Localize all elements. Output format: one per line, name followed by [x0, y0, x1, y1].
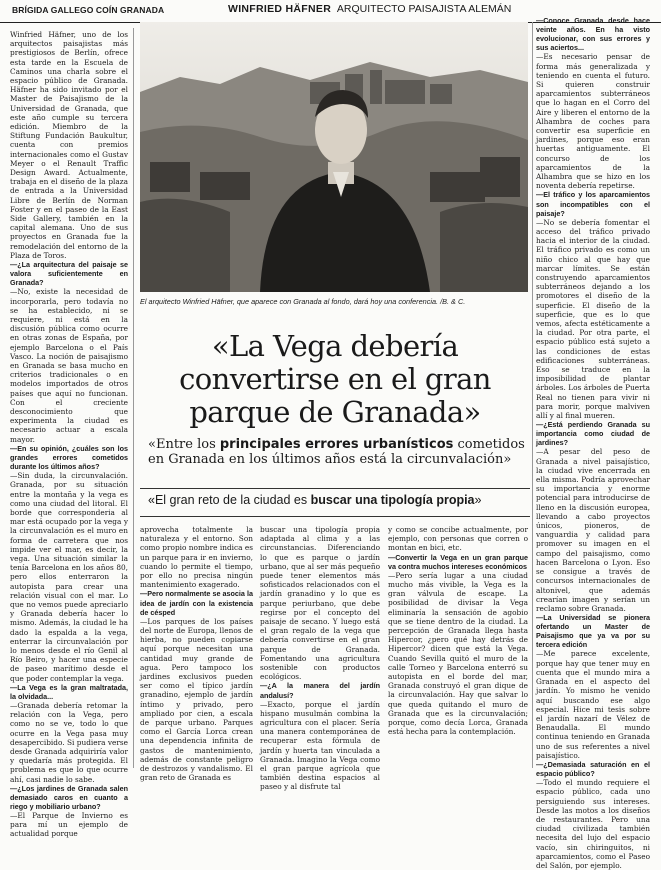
- interview-question: —¿La arquitectura del paisaje se valora suficientemente en Granada?: [10, 260, 128, 288]
- interview-answer: —Todo el mundo requiere el espacio público, cada uno persiguiendo sus intereses. Desde las motos a los diseños de restaurantes. Pero una ciudad civilizada también necesita del lujo del espacio vacío, sin chiringuitos, ni aparcamientos, como el Paseo del Salón, por ejemplo.: [536, 778, 650, 870]
- interview-answer: —Me parece excelente, porque hay que tener muy en cuenta que el mundo mira a Granada en el aspecto del jardín. Yo mismo he venido aquí buscando ese algo especial. Hice mi tesis sobre el jardín nazarí de Vélez de Benaudalla. El mundo continua teniendo en Granada uno de sus referentes a nivel paisajístico.: [536, 649, 650, 760]
- interview-question: —Convertir la Vega en un gran parque va contra muchos intereses económicos: [388, 552, 528, 571]
- byline: BRÍGIDA GALLEGO COÍN GRANADA: [12, 5, 165, 15]
- interview-answer: y como se concibe actualmente, por ejemplo, con personas que corren o montan en bici, etc.: [388, 525, 528, 553]
- column-4: [388, 525, 528, 736]
- interview-answer: —Pero sería lugar a una ciudad mucho más vivible, la Vega es la gran válvula de escape. La posibilidad de divisar la Vega eliminaría la sensación de agobio que se tiene dentro de la ciudad. La percepción de Granada llega hasta Hipercor, ¿pero qué hay detrás de Hipercor? dicen que está la Vega. Cuando Sevilla quitó el muro de la calle Torneo y Barcelona enterró su autopista en el borde del mar, Granada construyó el gran dique de la circunvalación. Hay que salvar lo que queda quitando el muro de Granada que es la circunvalación; porque, como decía Lorca, Granada está hecha para la contemplación.: [388, 570, 528, 737]
- pullquote-rule-bottom: [140, 516, 530, 517]
- column-divider: [133, 28, 134, 768]
- interview-question: —El tráfico y los aparcamientos son incompatibles con el paisaje?: [536, 190, 650, 218]
- pullquote-pre: «El gran reto de la ciudad es: [148, 493, 311, 507]
- portrait-photo: [140, 22, 528, 292]
- interview-answer: buscar una tipología propia adaptada al clima y a las circunstancias. Diferenciando lo que es parque o jardín urbano, que al ser más pequeño puede tener elementos más sofisticados relacionados con el jardín granadino y lo que es parque periurbano, que debe regirse por el concepto del paisaje de secano. Y luego está el gran regalo de la vega que debería convertirse en el gran parque de Granada. Fomentando una agricultura sostenible con productos ecológicos.: [260, 525, 380, 682]
- column-1: [10, 30, 128, 839]
- column-divider: [532, 22, 533, 768]
- interview-answer: —A pesar del peso de Granada a nivel paisajístico, la ciudad vive encerrada en ella misma. Podría aprovechar su importancia y enorme potencial para introducirse de lleno en la discusión europea, llevando a cabo proyectos únicos, pioneros, de vanguardia y calidad para promover su imagen en el campo del paisajismo, como hacen Barcelona o Lyon. Eso se consigue a través de concursos internacionales de altonivel, que además crearían imagen y serían un reclamo sobre Granada.: [536, 447, 650, 613]
- photo-illustration: [140, 22, 528, 292]
- pull-quote: [148, 493, 528, 507]
- interview-question: —¿Está perdiendo Granada su importancia como ciudad de jardines?: [536, 420, 650, 448]
- interview-question: —Pero normalmente se asocia la idea de jardín con la existencia de césped: [140, 589, 253, 617]
- headline: [140, 330, 530, 429]
- headline-line-1: «La Vega debería: [211, 329, 459, 363]
- interview-question: —La Vega es la gran maltratada, la olvidada...: [10, 682, 128, 701]
- interview-question: —La Universidad se pionera ofertando un Master de Paisajismo que ya va por su tercera edición: [536, 613, 650, 650]
- pullquote-post: »: [474, 493, 482, 507]
- interviewee-role: ARQUITECTO PAISAJISTA ALEMÁN: [336, 3, 512, 15]
- interviewee-name: WINFRIED HÄFNER: [228, 3, 332, 15]
- interview-question: —Conoce Granada desde hace veinte años. En ha visto evolucionar, con sus errores y sus aciertos...: [536, 16, 650, 53]
- subtitle: [148, 437, 526, 468]
- pullquote-rule-top: [140, 488, 530, 489]
- interview-answer: —Los parques de los países del norte de Europa, llenos de hierba, no pueden copiarse aquí porque necesitan una cantidad muy grande de agua. Pero tampoco los jardines exclusivos pueden ser como el típico jardín granadino, ejemplo de jardín íntimo y privado, pero ampliado por cien, a escala de parque urbano. Parques como el García Lorca crean una dependencia infinita de gastos de mantenimiento, además de constante peligro de destrozos y vandalismo. El gran reto de Granada es: [140, 616, 253, 783]
- interview-question: —En su opinión, ¿cuáles son los grandes errores cometidos durante los últimos años?: [10, 443, 128, 471]
- interview-question: —¿A la manera del jardín andalusí?: [260, 681, 380, 700]
- interview-answer: —No, existe la necesidad de incorporarla, pero todavía no se ha establecido, ni se requiere, ni está en la discusión pública como ocurre en otras zonas de España, por ejemplo Barcelona o el País Vasco. La noción de paisajismo en Granada se basa mucho en criterios tradicionales o en modelos importados de otros países que aquí no funcionan. Con el creciente desconocimiento que experimenta la ciudad es necesario actuar a escala mayor.: [10, 287, 128, 444]
- interview-question: —¿Demasiada saturación en el espacio público?: [536, 759, 650, 779]
- interview-question: —¿Los jardines de Granada salen demasiado caros en cuanto a riego y mobiliario urbano?: [10, 783, 128, 811]
- column-2: [140, 525, 253, 782]
- header-title: [228, 3, 511, 15]
- subtitle-pre: «Entre los: [148, 437, 220, 452]
- pullquote-bold: buscar una tipología propia: [310, 493, 475, 507]
- subtitle-post: cometidos en Granada en los últimos años está la circunvalación»: [148, 437, 525, 468]
- interview-answer: aprovecha totalmente la naturaleza y el entorno. Son como propio nombre indica es un parque para ir en invierno, cuando lo permite el tiempo, por ello no precisa ningún mantenimiento exagerado.: [140, 525, 253, 590]
- interview-answer: —Granada debería retomar la relación con la Vega, pero como no se ve, todo lo que ocurre en la Vega pasa muy desapercibido. Si pudiera verse desde Granada adquiriría valor y quedaría más protegida. El problema es que lo que ocurre ahí, casi nadie lo sabe.: [10, 700, 128, 784]
- interview-answer: —Exacto, porque el jardín hispano musulmán combina la agricultura con el placer. Sería una manera contemporánea de recuperar esta fórmula de jardín y huerta tan vinculada a Granada. Imagino la Vega como el gran parque agrícola que también destina espacios al paseo y al disfrute tal: [260, 699, 380, 792]
- interview-answer: —Sin duda, la circunvalación. Granada, por su situación entre la montaña y la vega es como una ciudad del litoral. El borde que corresponderia al mar está ocupado por la vega y la circunvalación es el muro en forma de carretera que nos impide ver el mar, es decir, la vega. Una situación similar la tenía Barcelona en los años 80, pero ellos enterraron la autopista para crear una relación visual con el mar. Lo que no vemos puede apreciarlo y Granada debería hacer lo mismo. Además, la ciudad le ha dado la espalda a la vega, enterrar la circunvalación por lo menos desde el río Genil al Río Beiro, y hacer una especie de paseo marítimo desde el que poder contemplar la vega.: [10, 471, 128, 683]
- subtitle-bold: principales errores urbanísticos: [219, 437, 454, 452]
- interview-answer: —El Parque de Invierno es para mí un ejemplo de actualidad porque: [10, 811, 128, 839]
- photo-caption: El arquitecto Winfried Häfner, que aparece con Granada al fondo, dará hoy una conferencia. /B. & C.: [140, 297, 466, 306]
- headline-line-2: convertirse en el gran: [179, 362, 491, 396]
- headline-line-3: parque de Granada»: [189, 395, 481, 429]
- column-3: [260, 525, 380, 792]
- interview-answer: —Es necesario pensar de forma más generalizada y teniendo en cuenta el futuro. Si quieren construir aparcamientos subterráneos que lo hagan en el Corro del Aire y liberen el entorno de la Alhambra de coches para convertir esa superficie en jardines, porque eso eran huertas antiguamente. El concurso de los aparcamientos de la Alhambra que se hizo en los noventa debería repetirse.: [536, 52, 650, 191]
- interview-answer: Winfried Häfner, uno de los arquitectos paisajistas más prestigiosos de Berlín, ofrece esta tarde en la Escuela de Caminos una charla sobre el espacio público de Granada. Häfner ha sido invitado por el Master de Paisajismo de la Universidad de Granada, que este año cumple su tercera edición. Miembro de la Stiftung Fundación Baukultur, cuenta con premios internacionales como el Gustav Meyer o el Renault Traffic Design Award. Actualmente, trabaja en el diseño de la plaza de entrada a la Universidad Libre de Berlín de Norman Foster y en el paseo de la East Side Gallery, también en la capital alemana. Uno de sus proyectos en Granada fue la remodelación del entorno de la Plaza de Toros.: [10, 30, 128, 260]
- interview-answer: —No se debería fomentar el acceso del tráfico privado hacia el interior de la ciudad. El tráfico privado es como un niño chico al que hay que marcar límites. Se están construyendo aparcamientos subterráneos dejando a los promotores el diseño de la superficie. El diseño de la superficie, que es lo que vemos, afecta estéticamente a la ciudad. Por otra parte, el espacio público está sujeto a las condiciones de estas edificaciones subterráneas. Eso se traduce en la imposibilidad de plantar árboles. Los árboles de Puerta Real no tienen para vivir ni para morir, porque malviven allí y al final mueren.: [536, 217, 650, 420]
- column-5: [536, 16, 650, 870]
